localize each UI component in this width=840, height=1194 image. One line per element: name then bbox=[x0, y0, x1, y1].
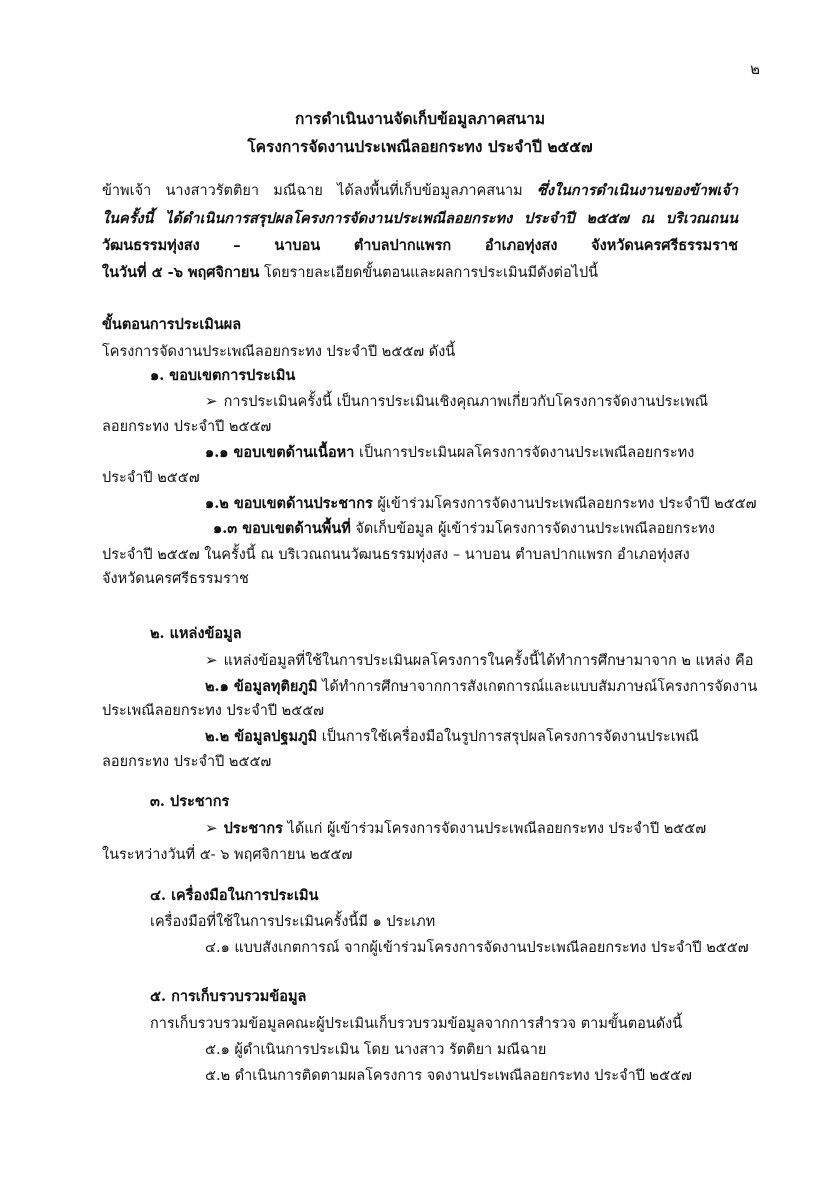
intro-emphasis: ซึ่งในการดำเนินงานของข้าพเจ้า bbox=[536, 182, 738, 199]
item-1-3-cont-2: จังหวัดนครศรีธรรมราช bbox=[102, 571, 249, 587]
section-3-bullet bbox=[205, 818, 706, 839]
item-1-2 bbox=[205, 494, 757, 514]
steps-heading: ขั้นตอนการประเมินผล bbox=[102, 316, 242, 333]
section-3-label: ประชากร bbox=[223, 820, 283, 837]
section-1-heading: ๑. ขอบเขตการประเมิน bbox=[150, 367, 296, 384]
section-4-heading: ๔. เครื่องมือในการประเมิน bbox=[150, 887, 319, 904]
item-4-1: ๔.๑ แบบสังเกตการณ์ จากผู้เข้าร่วมโครงการจัดงานประเพณีลอยกระทง ประจำปี ๒๕๕๗ bbox=[205, 940, 749, 956]
item-2-1-text: ได้ทำการศึกษาจากการสังเกตการณ์และแบบสัมภาษณ์โครงการจัดงาน bbox=[317, 679, 758, 695]
intro-date: ในวันที่ ๕ -๖ พฤศจิกายน bbox=[102, 264, 260, 281]
section-3-text-cont: ในระหว่างวันที่ ๕- ๖ พฤศจิกายน ๒๕๕๗ bbox=[102, 847, 353, 863]
intro-text: ข้าพเจ้า นางสาวรัตติยา มณีฉาย ได้ลงพื้นที่เก็บข้อมูลภาคสนาม bbox=[102, 183, 537, 199]
section-1-text-cont: ลอยกระทง ประจำปี ๒๕๕๗ bbox=[102, 419, 272, 435]
item-1-1-label: ๑.๑ ขอบเขตด้านเนื้อหา bbox=[205, 444, 355, 461]
item-1-2-label: ๑.๒ ขอบเขตด้านประชากร bbox=[205, 495, 373, 512]
section-5-text: การเก็บรวบรวมข้อมูลคณะผู้ประเมินเก็บรวบรวมข้อมูลจากการสำรวจ ตามขั้นตอนดังนี้ bbox=[150, 1016, 683, 1032]
item-5-2: ๕.๒ ดำเนินการติดตามผลโครงการ จดงานประเพณีลอยกระทง ประจำปี ๒๕๕๗ bbox=[205, 1068, 692, 1084]
intro-line-3: วัฒนธรรมทุ่งสง – นาบอน ตำบลปากแพรก อำเภอทุ่งสง จังหวัดนครศรีธรรมราช bbox=[102, 237, 738, 254]
item-2-2-text: เป็นการใช้เครื่องมือในรูปการสรุปผลโครงการจัดงานประเพณี bbox=[317, 729, 699, 745]
steps-subheading: โครงการจัดงานประเพณีลอยกระทง ประจำปี ๒๕๕๗ ดังนี้ bbox=[102, 344, 456, 360]
page-number: ๒ bbox=[750, 60, 760, 78]
section-4-text: เครื่องมือที่ใช้ในการประเมินครั้งนี้มี ๑ ประเภท bbox=[150, 914, 436, 930]
arrow-bullet-icon: ➢ bbox=[205, 392, 218, 410]
section-1-bullet bbox=[205, 391, 708, 412]
item-2-1 bbox=[205, 677, 757, 697]
arrow-bullet-icon: ➢ bbox=[205, 651, 218, 669]
document-title: การดำเนินงานจัดเก็บข้อมูลภาคสนาม bbox=[294, 109, 546, 128]
item-1-1-cont: ประจำปี ๒๕๕๗ bbox=[102, 470, 200, 486]
section-2-bullet bbox=[205, 650, 753, 671]
item-1-3 bbox=[213, 519, 715, 539]
item-1-2-text: ผู้เข้าร่วมโครงการจัดงานประเพณีลอยกระทง ประจำปี ๒๕๕๗ bbox=[372, 496, 757, 512]
item-1-1 bbox=[205, 443, 694, 463]
item-2-2-label: ๒.๒ ข้อมูลปฐมภูมิ bbox=[205, 728, 318, 745]
section-2-heading: ๒. แหล่งข้อมูล bbox=[150, 625, 242, 642]
item-2-1-cont: ประเพณีลอยกระทง ประจำปี ๒๕๕๗ bbox=[102, 703, 325, 719]
section-5-heading: ๕. การเก็บรวบรวมข้อมูล bbox=[150, 988, 307, 1005]
intro-line-2: ในครั้งนี้ ได้ดำเนินการสรุปผลโครงการจัดงานประเพณีลอยกระทง ประจำปี ๒๕๕๗ ณ บริเวณถนน bbox=[102, 210, 738, 227]
intro-line-4 bbox=[102, 263, 598, 283]
item-1-3-cont-1: ประจำปี ๒๕๕๗ ในครั้งนี้ ณ บริเวณถนนวัฒนธรรมทุ่งสง – นาบอน ตำบลปากแพรก อำเภอทุ่งสง bbox=[102, 547, 690, 563]
item-1-3-label: ๑.๓ ขอบเขตด้านพื้นที่ bbox=[213, 520, 351, 537]
intro-text-end: โดยรายละเอียดขั้นตอนและผลการประเมินมีดังต่อไปนี้ bbox=[259, 265, 599, 281]
arrow-bullet-icon: ➢ bbox=[205, 819, 218, 837]
item-5-1: ๕.๑ ผู้ดำเนินการประเมิน โดย นางสาว รัตติยา มณีฉาย bbox=[205, 1042, 547, 1058]
item-1-1-text: เป็นการประเมินผลโครงการจัดงานประเพณีลอยกระทง bbox=[354, 445, 695, 461]
item-2-1-label: ๒.๑ ข้อมูลทุติยภูมิ bbox=[205, 678, 318, 695]
section-3-text: ได้แก่ ผู้เข้าร่วมโครงการจัดงานประเพณีลอยกระทง ประจำปี ๒๕๕๗ bbox=[282, 821, 707, 837]
item-2-2 bbox=[205, 727, 699, 747]
intro-line-1 bbox=[102, 181, 738, 201]
item-2-2-cont: ลอยกระทง ประจำปี ๒๕๕๗ bbox=[102, 754, 272, 770]
section-1-text: การประเมินครั้งนี้ เป็นการประเมินเชิงคุณภาพเกี่ยวกับโครงการจัดงานประเพณี bbox=[223, 394, 709, 410]
document-subtitle: โครงการจัดงานประเพณีลอยกระทง ประจำปี ๒๕๕๗ bbox=[247, 137, 593, 156]
item-1-3-text: จัดเก็บข้อมูล ผู้เข้าร่วมโครงการจัดงานประเพณีลอยกระทง bbox=[350, 521, 715, 537]
section-2-text: แหล่งข้อมูลที่ใช้ในการประเมินผลโครงการในครั้งนี้ได้ทำการศึกษามาจาก ๒ แหล่ง คือ bbox=[223, 653, 754, 669]
section-3-heading: ๓. ประชากร bbox=[150, 793, 230, 810]
